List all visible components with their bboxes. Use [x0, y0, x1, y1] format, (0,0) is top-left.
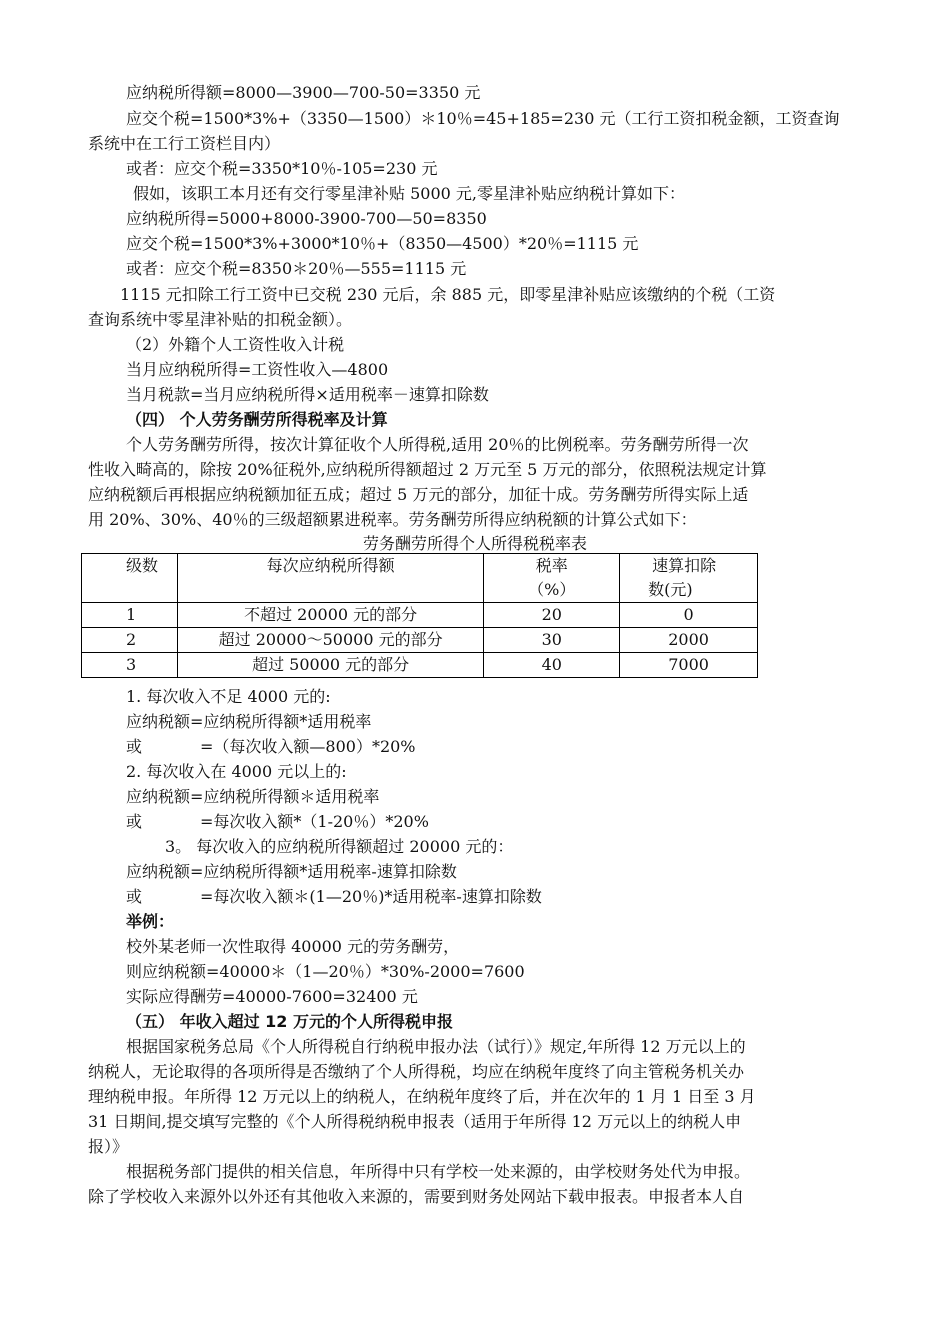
text-line: 应纳税额后再根据应纳税额加征五成；超过 5 万元的部分，加征十成。劳务酬劳所得实际上适 — [88, 485, 749, 504]
cell-deduction: 0 — [620, 603, 758, 628]
text-line: 当月税款=当月应纳税所得×适用税率－速算扣除数 — [126, 385, 489, 404]
cell-deduction: 7000 — [620, 653, 758, 678]
text-line: 则应纳税额=40000＊（1—20％）*30%-2000=7600 — [126, 962, 525, 981]
table-title: 劳务酬劳所得个人所得税税率表 — [362, 534, 587, 553]
section-heading-4: （四） 个人劳务酬劳所得税率及计算 — [126, 410, 388, 429]
section-heading-5: （五） 年收入超过 12 万元的个人所得税申报 — [126, 1012, 453, 1031]
cell-deduction: 2000 — [620, 628, 758, 653]
text-line: 当月应纳税所得=工资性收入—4800 — [126, 360, 389, 379]
table-header-row — [82, 554, 758, 603]
text-line: 理纳税申报。年所得 12 万元以上的纳税人，在纳税年度终了后，并在次年的 1 月 1 日至 3 月 — [88, 1087, 756, 1106]
header-rate-line2: （%） — [528, 580, 576, 599]
cell-rate: 40 — [484, 653, 620, 678]
text-line: 根据国家税务总局《个人所得税自行纳税申报办法（试行）》规定,年所得 12 万元以上的 — [126, 1037, 746, 1056]
text-line: 2. 每次收入在 4000 元以上的: — [126, 762, 347, 781]
text-line: 性收入畸高的，除按 20%征税外,应纳税所得额超过 2 万元至 5 万元的部分，依照税法规定计算 — [88, 460, 767, 479]
text-line: 应纳税所得额=8000—3900—700-50=3350 元 — [126, 83, 481, 102]
table-row — [82, 653, 758, 678]
cell-income: 不超过 20000 元的部分 — [177, 603, 483, 628]
text-line: 个人劳务酬劳所得，按次计算征收个人所得税,适用 20％的比例税率。劳务酬劳所得一次 — [126, 435, 749, 454]
text-line: 或 — [126, 887, 143, 906]
cell-rate: 20 — [484, 603, 620, 628]
text-line: 1. 每次收入不足 4000 元的: — [126, 687, 331, 706]
text-line: 应交个税=1500*3%+（3350—1500）＊10％=45+185=230 元（工行工资扣税金额，工资查询 — [126, 109, 840, 128]
text-line: 应纳税所得=5000+8000-3900-700—50=8350 — [126, 209, 487, 228]
text-line: 3。 每次收入的应纳税所得额超过 20000 元的： — [165, 837, 514, 856]
text-line: 应纳税额=应纳税所得额＊适用税率 — [126, 787, 380, 806]
text-line: 除了学校收入来源外以外还有其他收入来源的，需要到财务处网站下载申报表。申报者本人自 — [88, 1187, 745, 1206]
text-line: 校外某老师一次性取得 40000 元的劳务酬劳， — [126, 937, 460, 956]
table-row — [82, 628, 758, 653]
cell-income: 超过 50000 元的部分 — [177, 653, 483, 678]
text-line: 实际应得酬劳=40000-7600=32400 元 — [126, 987, 418, 1006]
text-line: 系统中在工行工资栏目内） — [88, 134, 281, 153]
text-line: 31 日期间,提交填写完整的《个人所得税纳税申报表（适用于年所得 12 万元以上的纳税人申 — [88, 1112, 742, 1131]
text-line: 应纳税额=应纳税所得额*适用税率-速算扣除数 — [126, 862, 457, 881]
text-line: 或者：应交个税=8350＊20％—555=1115 元 — [126, 259, 467, 278]
text-line: （2）外籍个人工资性收入计税 — [126, 335, 345, 354]
text-line: 根据税务部门提供的相关信息，年所得中只有学校一处来源的，由学校财务处代为申报。 — [126, 1162, 751, 1181]
header-rate-line1: 税率 — [535, 556, 568, 575]
text-line: 1115 元扣除工行工资中已交税 230 元后，余 885 元，即零星津补贴应该缴纳的个税（工资 — [120, 285, 776, 304]
header-income: 每次应纳税所得额 — [177, 554, 483, 603]
text-line: 查询系统中零星津补贴的扣税金额）。 — [88, 310, 353, 329]
text-line: 应纳税额=应纳税所得额*适用税率 — [126, 712, 372, 731]
text-line: 用 20%、30%、40％的三级超额累进税率。劳务酬劳所得应纳税额的计算公式如下： — [88, 510, 697, 529]
text-line: 报）》 — [88, 1137, 129, 1156]
header-deduction-line1: 速算扣除 — [652, 556, 717, 575]
cell-level: 3 — [82, 653, 178, 678]
text-line: 纳税人，无论取得的各项所得是否缴纳了个人所得税，均应在纳税年度终了向主管税务机关办 — [88, 1062, 745, 1081]
text-line: 或者：应交个税=3350*10％-105=230 元 — [126, 159, 438, 178]
header-level: 级数 — [82, 554, 178, 603]
cell-level: 1 — [82, 603, 178, 628]
header-rate — [484, 554, 620, 603]
cell-income: 超过 20000～50000 元的部分 — [177, 628, 483, 653]
cell-level: 2 — [82, 628, 178, 653]
text-line: 应交个税=1500*3%+3000*10％+（8350—4500）*20％=1115 元 — [126, 234, 639, 253]
text-line: =每次收入额*（1-20％）*20% — [200, 812, 429, 831]
text-line: =每次收入额＊(1—20％)*适用税率-速算扣除数 — [200, 887, 542, 906]
tax-rate-table — [81, 553, 758, 678]
text-line: 或 — [126, 737, 143, 756]
table-row — [82, 603, 758, 628]
header-deduction — [620, 554, 758, 603]
text-line: 假如，该职工本月还有交行零星津补贴 5000 元,零星津补贴应纳税计算如下： — [133, 184, 685, 203]
example-heading: 举例： — [126, 912, 175, 931]
text-line: 或 — [126, 812, 143, 831]
cell-rate: 30 — [484, 628, 620, 653]
text-line: =（每次收入额—800）*20% — [200, 737, 416, 756]
header-deduction-line2: 数(元) — [648, 580, 693, 599]
